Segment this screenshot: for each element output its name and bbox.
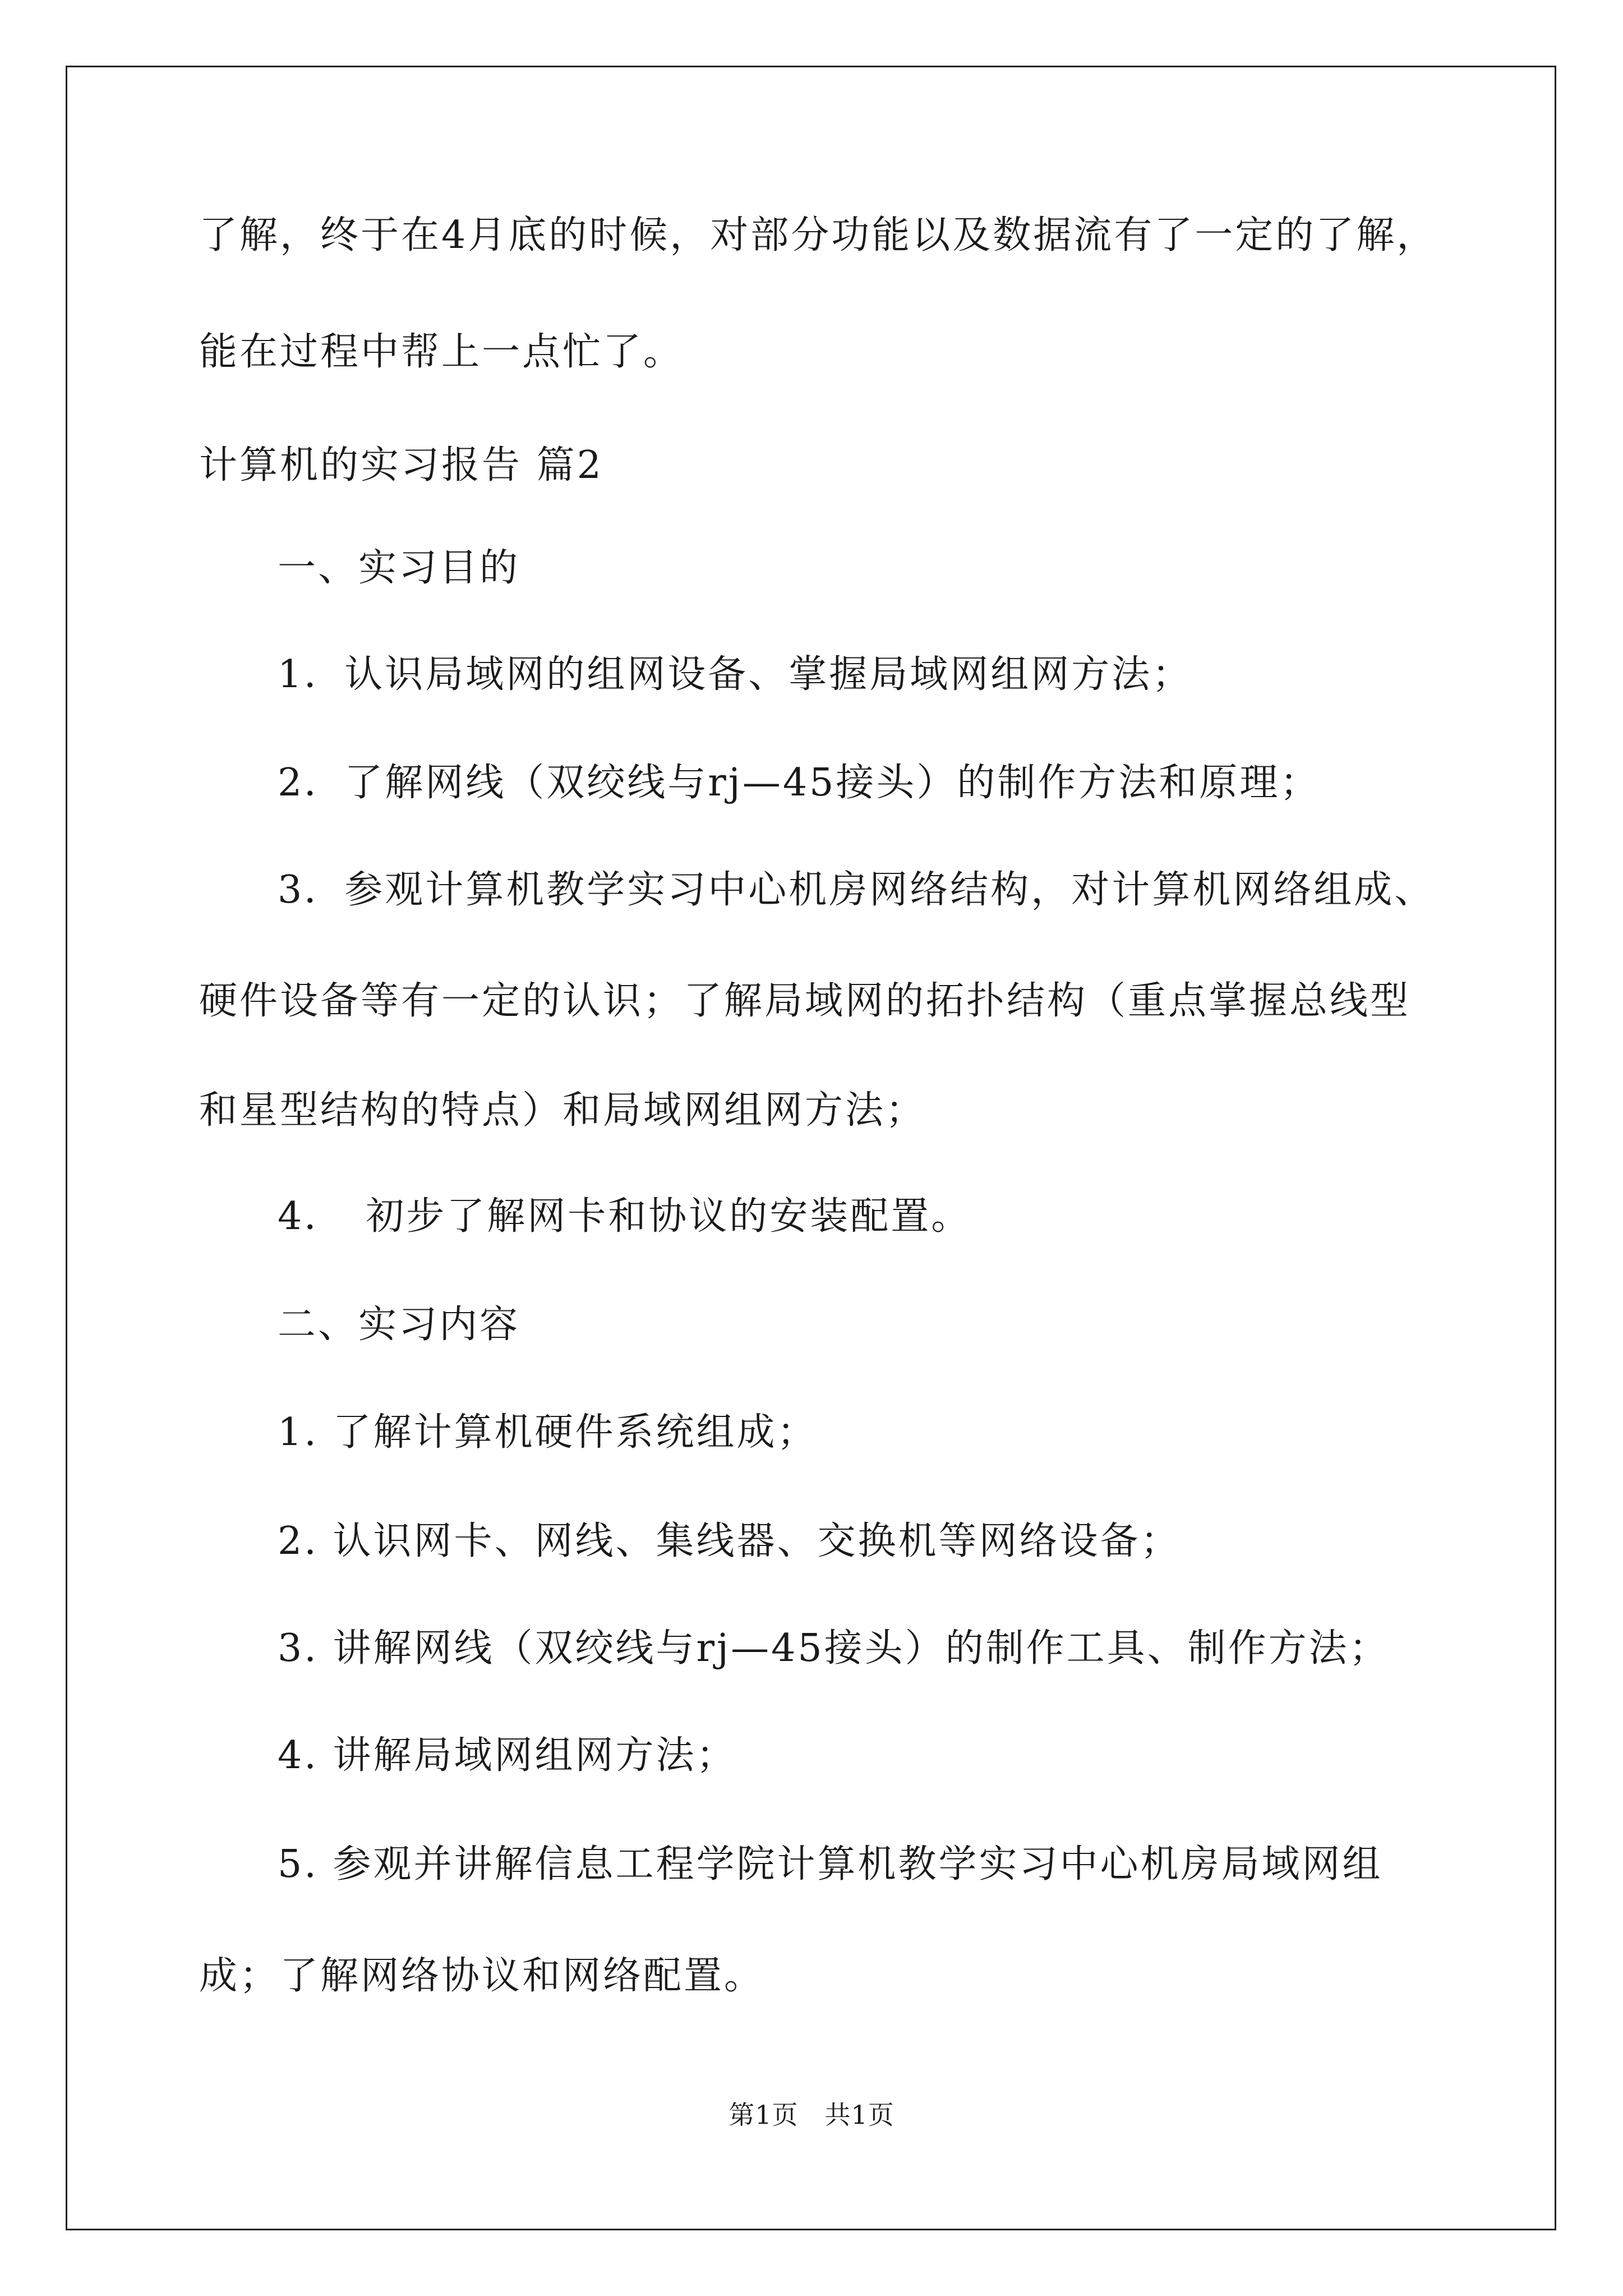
page-footer: 第1页 共1页 xyxy=(728,2100,895,2130)
body-text-line: 成；了解网络协议和网络配置。 xyxy=(199,1954,765,1998)
heading-objectives: 一、实习目的 xyxy=(278,546,520,590)
body-text-line: 和星型结构的特点）和局域网组网方法； xyxy=(199,1088,926,1133)
list-item: 3. 讲解网线（双绞线与rj—45接头）的制作工具、制作方法； xyxy=(278,1626,1390,1671)
list-item: 1．认识局域网的组网设备、掌握局域网组网方法； xyxy=(278,652,1193,697)
list-item: 5. 参观并讲解信息工程学院计算机教学实习中心机房局域网组 xyxy=(278,1842,1383,1887)
list-item: 2．了解网线（双绞线与rj—45接头）的制作方法和原理； xyxy=(278,761,1321,805)
body-text-line: 硬件设备等有一定的认识；了解局域网的拓扑结构（重点掌握总线型 xyxy=(199,979,1411,1023)
list-item: 4． 初步了解网卡和协议的安装配置。 xyxy=(278,1194,972,1239)
body-text-line: 能在过程中帮上一点忙了。 xyxy=(199,330,684,374)
body-text-line: 了解，终于在4月底的时候，对部分功能以及数据流有了一定的了解， xyxy=(199,213,1437,257)
section-title: 计算机的实习报告 篇2 xyxy=(199,443,603,487)
list-item: 2. 认识网卡、网线、集线器、交换机等网络设备； xyxy=(278,1519,1181,1563)
list-item: 1. 了解计算机硬件系统组成； xyxy=(278,1410,818,1455)
list-item: 3．参观计算机教学实习中心机房网络结构，对计算机网络组成、 xyxy=(278,868,1435,912)
list-item: 4. 讲解局域网组网方法； xyxy=(278,1733,737,1778)
page-border xyxy=(66,66,1556,2230)
heading-content: 二、实习内容 xyxy=(278,1303,520,1347)
